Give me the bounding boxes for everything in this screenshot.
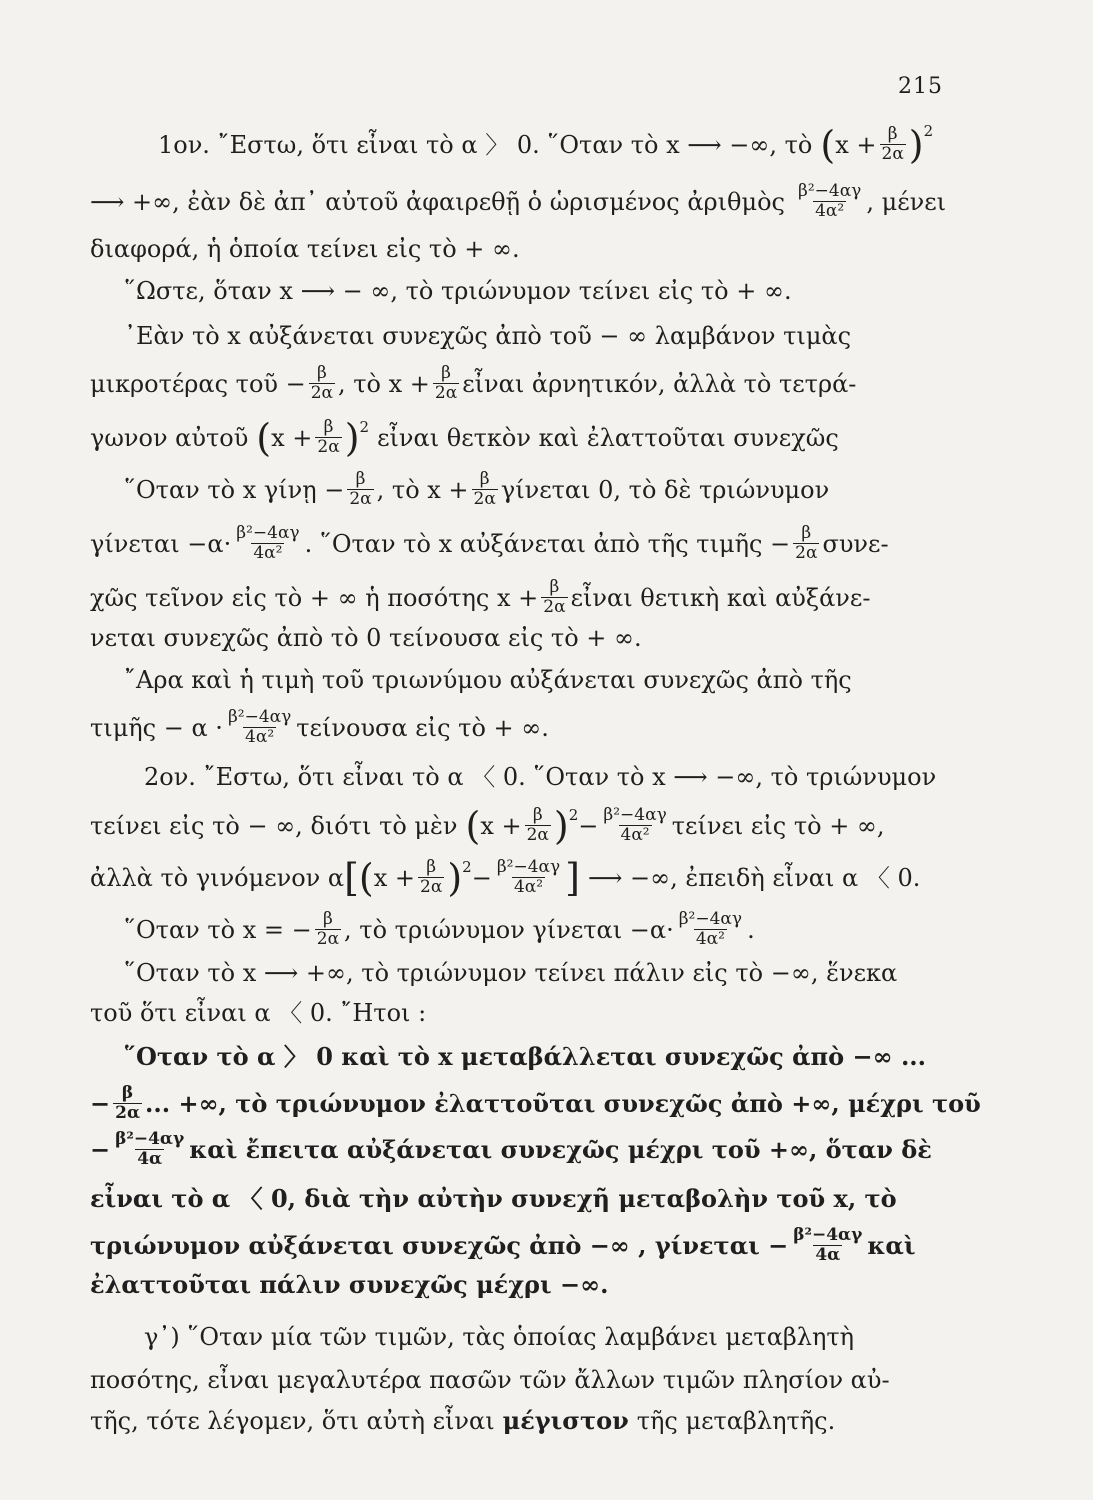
text-segment: καὶ bbox=[867, 1230, 916, 1260]
text-segment: ἐλαττοῦται πάλιν συνεχῶς μέχρι −∞. bbox=[90, 1270, 609, 1299]
paren: ( bbox=[820, 122, 836, 167]
fraction: $\frac{\beta}{2\alpha}$ bbox=[115, 1083, 141, 1123]
text-segment: τείνουσα εἰς τὸ + ∞. bbox=[296, 713, 549, 742]
text-line bbox=[90, 623, 642, 653]
fraction: $\frac{\beta}{2\alpha}$ bbox=[795, 523, 818, 563]
fraction: $\frac{\beta}{2\alpha}$ bbox=[526, 805, 549, 845]
text-line bbox=[124, 276, 792, 306]
text-line bbox=[90, 1184, 897, 1214]
fraction: $\frac{\beta}{2\alpha}$ bbox=[310, 363, 334, 403]
page-number: 215 bbox=[898, 74, 943, 99]
text-line: τείνει εἰς τὸ − ∞, διότι τὸ μὲν ( x + $\frac{\beta}{2\alpha}$ ) 2 − $\frac{\text{β²−4αγ}}{\text{4α²}}$ τείνει εἰς τὸ + ∞, bbox=[90, 803, 885, 848]
fraction: $\frac{\text{β²−4αγ}}{\text{4α²}}$ bbox=[798, 181, 862, 221]
text-segment: ῞Ωστε, ὅταν x ⟶ − ∞, τὸ τριώνυμον τείνει εἰς τὸ + ∞. bbox=[124, 277, 792, 305]
bold-term: μέγιστον bbox=[502, 1406, 629, 1435]
text-line bbox=[144, 1322, 854, 1352]
text-line bbox=[124, 910, 755, 949]
text-segment: συνε- bbox=[822, 529, 889, 558]
text-segment: − bbox=[90, 1088, 111, 1118]
text-segment: . bbox=[747, 915, 755, 944]
fraction: $\frac{\text{β²−4αγ}}{\text{4α²}}$ bbox=[496, 857, 561, 897]
paren: ( bbox=[256, 415, 272, 460]
fraction: $\frac{\text{β²−4αγ}}{\text{4α²}}$ bbox=[678, 909, 743, 949]
text-segment: x + bbox=[835, 130, 877, 159]
text-segment: x + bbox=[271, 423, 313, 452]
text-line bbox=[124, 958, 897, 988]
text-line bbox=[90, 998, 426, 1028]
text-segment: τείνει εἰς τὸ + ∞, bbox=[671, 811, 885, 840]
text-line bbox=[90, 182, 946, 221]
text-segment: γίνεται 0, τὸ δὲ τριώνυμον bbox=[500, 475, 830, 504]
text-segment: ποσότης, εἶναι μεγαλυτέρα πασῶν τῶν ἄλλων τιμῶν πλησίον αὐ- bbox=[90, 1366, 890, 1394]
text-line bbox=[90, 364, 856, 403]
text-line: γωνον αὐτοῦ ( x + $\frac{\beta}{2\alpha}$ ) 2 εἶναι θετκὸν καὶ ἐλαττοῦται συνεχῶς bbox=[90, 415, 839, 460]
fraction: $\frac{\text{β²−4αγ}}{4\alpha}$ bbox=[793, 1225, 863, 1265]
text-segment: ῎Αρα καὶ ἡ τιμὴ τοῦ τριωνύμου αὐξάνεται συνεχῶς ἀπὸ τῆς bbox=[124, 666, 852, 694]
text-segment: τῆς μεταβλητῆς. bbox=[636, 1407, 836, 1435]
fraction: $\frac{\beta}{2\alpha}$ bbox=[349, 469, 372, 509]
fraction: $\frac{\beta}{2\alpha}$ bbox=[881, 124, 904, 164]
fraction: $\frac{\beta}{2\alpha}$ bbox=[317, 417, 340, 457]
text-segment: εἶναι θετικὴ καὶ αὐξάνε- bbox=[570, 583, 871, 612]
text-line bbox=[124, 1042, 926, 1072]
text-segment: διαφορά, ἡ ὁποία τείνει εἰς τὸ + ∞. bbox=[90, 235, 520, 263]
paren: ) bbox=[447, 855, 463, 900]
text-segment: τριώνυμον αὐξάνεται συνεχῶς ἀπὸ −∞ , γίνεται − bbox=[90, 1230, 789, 1260]
paren: ] bbox=[565, 855, 580, 900]
text-segment: , τὸ x + bbox=[338, 369, 430, 398]
text-segment: εἶναι τὸ α 〈 0, διὰ τὴν αὐτὴν συνεχῆ μεταβολὴν τοῦ x, τὸ bbox=[90, 1184, 897, 1213]
text-segment: χῶς τεῖνον εἰς τὸ + ∞ ἡ ποσότης x + bbox=[90, 583, 539, 612]
text-segment: ῞Οταν τὸ x γίνῃ − bbox=[124, 475, 345, 504]
text-segment: γ᾽) ῞Οταν μία τῶν τιμῶν, τὰς ὁποίας λαμβάνει μεταβλητὴ bbox=[144, 1323, 855, 1351]
text-segment: x + bbox=[373, 863, 416, 892]
fraction: $\frac{\text{β²−4αγ}}{\text{4α²}}$ bbox=[603, 805, 667, 845]
text-line bbox=[124, 470, 829, 509]
text-segment: ῞Οταν τὸ x ⟶ +∞, τὸ τριώνυμον τείνει πάλιν εἰς τὸ −∞, ἕνεκα bbox=[124, 959, 898, 987]
text-line bbox=[90, 1406, 835, 1436]
text-segment: τῆς, τότε λέγομεν, ὅτι αὐτὴ εἶναι bbox=[90, 1407, 495, 1435]
text-line bbox=[90, 578, 870, 617]
text-segment: , μένει bbox=[866, 187, 947, 216]
text-line bbox=[90, 1270, 608, 1300]
fraction: $\frac{\beta}{2\alpha}$ bbox=[473, 469, 496, 509]
paren: ) bbox=[908, 122, 924, 167]
text-segment: ῞Οταν τὸ α 〉 0 καὶ τὸ x μεταβάλλεται συνεχῶς ἀπὸ −∞ ... bbox=[124, 1042, 927, 1071]
text-line: 1ον. ῎Εστω, ὅτι εἶναι τὸ α 〉 0. ῞Οταν τὸ x ⟶ −∞, τὸ ( x + $\frac{\beta}{2\alpha}$ ) 2 bbox=[158, 121, 934, 167]
text-line bbox=[90, 1226, 915, 1265]
text-segment: γωνον αὐτοῦ bbox=[90, 423, 249, 452]
text-segment: ⟶ +∞, ἐὰν δὲ ἀπ᾽ αὐτοῦ ἀφαιρεθῇ ὁ ὡρισμένος ἀριθμὸς bbox=[90, 187, 785, 216]
text-segment: − bbox=[471, 863, 492, 892]
text-segment: νεται συνεχῶς ἀπὸ τὸ 0 τείνουσα εἰς τὸ + ∞. bbox=[90, 624, 642, 652]
fraction: $\frac{\text{β²−4αγ}}{\text{4α²}}$ bbox=[236, 523, 300, 563]
text-segment: ... +∞, τὸ τριώνυμον ἐλαττοῦται συνεχῶς ἀπὸ +∞, μέχρι τοῦ bbox=[145, 1088, 981, 1118]
text-line bbox=[90, 234, 520, 264]
text-segment: τιμῆς − α · bbox=[90, 713, 223, 742]
text-segment: − bbox=[90, 1134, 111, 1164]
text-line bbox=[90, 1130, 932, 1169]
text-segment: , τὸ x + bbox=[376, 475, 469, 504]
text-segment: , τὸ τριώνυμον γίνεται −α· bbox=[344, 915, 674, 944]
paren: ) bbox=[344, 415, 360, 460]
paren: ) bbox=[553, 803, 569, 848]
text-segment: καὶ ἔπειτα αὐξάνεται συνεχῶς μέχρι τοῦ +∞, ὅταν δὲ bbox=[189, 1134, 932, 1164]
text-line bbox=[124, 665, 852, 695]
text-segment: γίνεται −α· bbox=[90, 529, 232, 558]
text-segment: ῞Οταν τὸ x = − bbox=[124, 915, 312, 944]
text-segment: ἀλλὰ τὸ γινόμενον α bbox=[90, 863, 345, 892]
fraction: $\frac{\beta}{2\alpha}$ bbox=[434, 363, 458, 403]
fraction: $\frac{\text{β²−4αγ}}{\text{4α²}}$ bbox=[227, 707, 292, 747]
text-segment: τοῦ ὅτι εἶναι α 〈 0. ῎Ητοι : bbox=[90, 999, 427, 1027]
text-line bbox=[90, 1365, 890, 1395]
text-segment: . ῞Οταν τὸ x αὐξάνεται ἀπὸ τῆς τιμῆς − bbox=[304, 529, 791, 558]
text-segment: − bbox=[578, 811, 599, 840]
fraction: $\frac{\text{β²−4αγ}}{4\alpha}$ bbox=[115, 1129, 185, 1169]
paren: ( bbox=[465, 803, 481, 848]
text-line: ἀλλὰ τὸ γινόμενον α [( x + $\frac{\beta}{2\alpha}$ ) 2 − $\frac{\text{β²−4αγ}}{\text{4α²}}$ ] ⟶ −∞, ἐπειδὴ εἶναι α 〈 0. bbox=[90, 855, 921, 900]
text-segment: ⟶ −∞, ἐπειδὴ εἶναι α 〈 0. bbox=[588, 863, 921, 892]
text-line bbox=[90, 524, 889, 563]
text-segment: εἶναι θετκὸν καὶ ἐλαττοῦται συνεχῶς bbox=[377, 423, 839, 452]
text-segment: ᾽Εὰν τὸ x αὐξάνεται συνεχῶς ἀπὸ τοῦ − ∞ λαμβάνον τιμὰς bbox=[124, 322, 852, 350]
fraction: $\frac{\beta}{2\alpha}$ bbox=[543, 577, 566, 617]
text-segment: 2ον. ῎Εστω, ὅτι εἶναι τὸ α 〈 0. ῞Οταν τὸ x ⟶ −∞, τὸ τριώνυμον bbox=[144, 763, 937, 791]
fraction: $\frac{\beta}{2\alpha}$ bbox=[316, 909, 340, 949]
text-line bbox=[144, 762, 936, 792]
text-segment: εἶναι ἀρνητικόν, ἀλλὰ τὸ τετρά- bbox=[462, 369, 857, 398]
paren: [( bbox=[344, 855, 374, 900]
fraction: $\frac{\beta}{2\alpha}$ bbox=[420, 857, 443, 897]
text-segment: x + bbox=[480, 811, 522, 840]
text-line bbox=[90, 708, 549, 747]
text-segment: μικροτέρας τοῦ − bbox=[90, 369, 306, 398]
text-segment: τείνει εἰς τὸ − ∞, διότι τὸ μὲν bbox=[90, 811, 458, 840]
text-line bbox=[124, 321, 851, 351]
text-line bbox=[90, 1084, 981, 1123]
text-segment: 1ον. ῎Εστω, ὅτι εἶναι τὸ α 〉 0. ῞Οταν τὸ x ⟶ −∞, τὸ bbox=[158, 130, 813, 159]
